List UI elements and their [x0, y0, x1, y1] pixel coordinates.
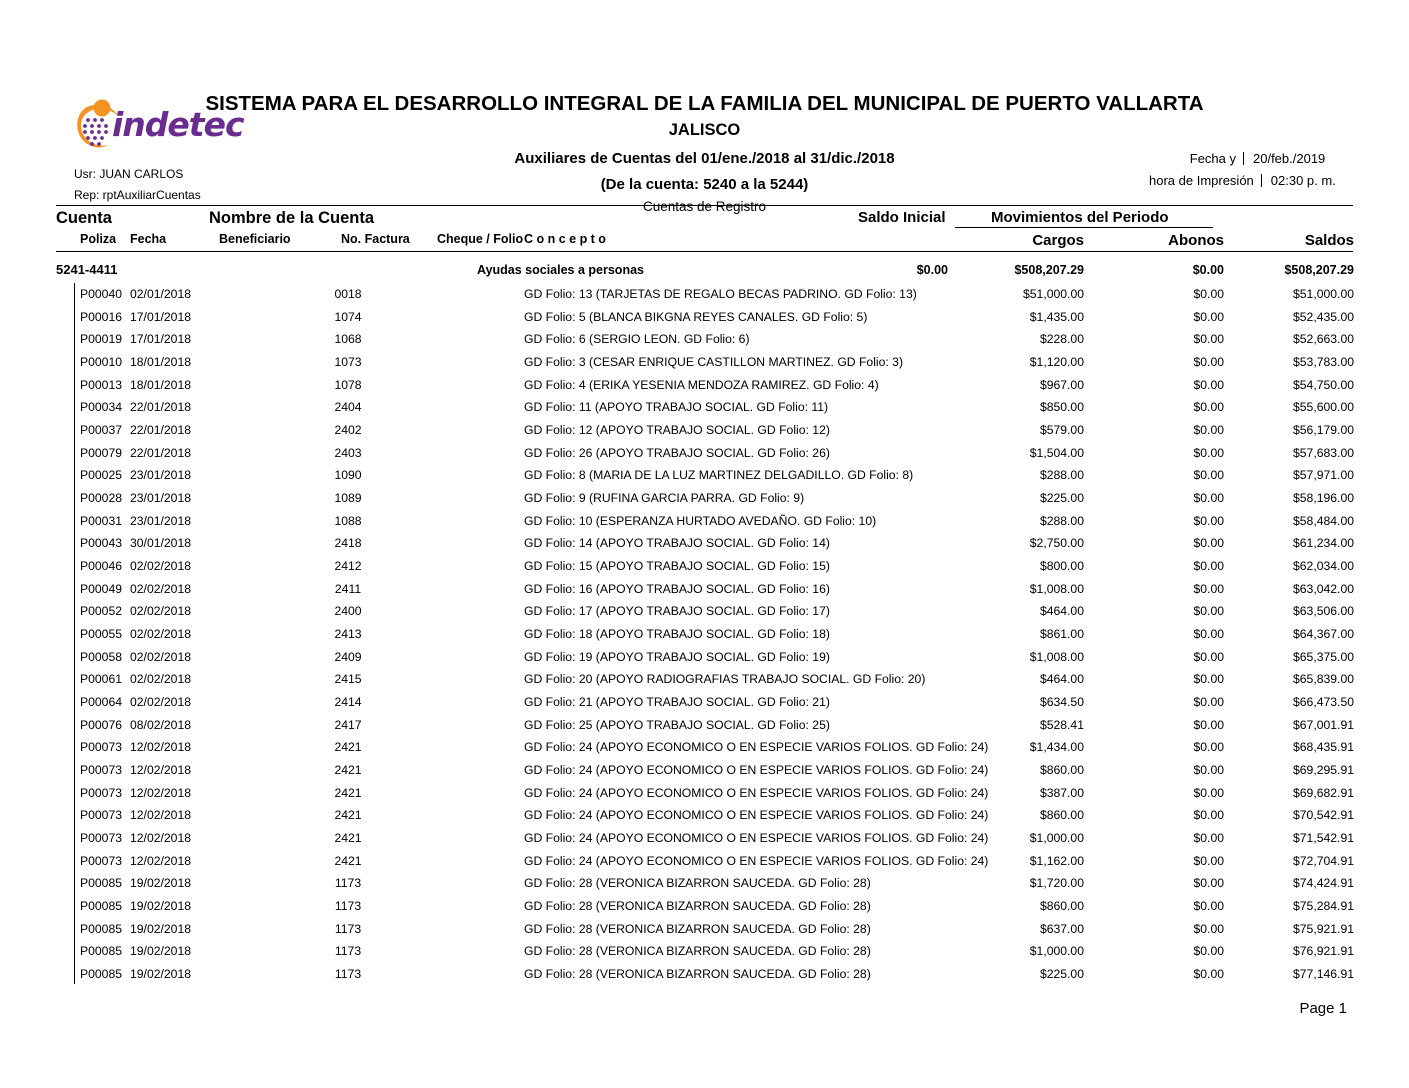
row-cell-concepto: GD Folio: 13 (TARJETAS DE REGALO BECAS PADRINO. GD Folio: 13) [524, 287, 917, 301]
table-row [0, 623, 1409, 646]
column-header-nombre-cuenta: Nombre de la Cuenta [209, 209, 375, 227]
table-row [0, 532, 1409, 555]
row-cell-poliza: P00085 [80, 921, 123, 936]
row-cell-cargos: $1,162.00 [1029, 853, 1084, 868]
row-cell-fecha: 12/02/2018 [130, 763, 191, 778]
row-cell-fecha: 19/02/2018 [130, 899, 191, 914]
table-row [0, 691, 1409, 714]
row-cell-concepto: GD Folio: 21 (APOYO TRABAJO SOCIAL. GD Folio: 21) [524, 695, 830, 710]
row-cell-no-factura: 1090 [334, 468, 362, 483]
row-cell-cargos: $1,000.00 [1029, 944, 1084, 959]
row-cell-poliza: P00073 [80, 763, 123, 778]
table-top-rule [56, 205, 1353, 206]
row-cell-concepto: GD Folio: 24 (APOYO ECONOMICO O EN ESPECIE VARIOS FOLIOS. GD Folio: 24) [524, 740, 989, 755]
column-header-saldos: Saldos [1304, 232, 1354, 249]
row-cell-saldos: $52,435.00 [1293, 309, 1354, 324]
row-cell-fecha: 02/02/2018 [130, 604, 191, 619]
row-cell-saldos: $63,042.00 [1293, 581, 1354, 596]
row-cell-no-factura: 2421 [334, 785, 362, 800]
column-header-movimientos: Movimientos del Periodo [991, 209, 1169, 226]
row-cell-concepto: GD Folio: 24 (APOYO ECONOMICO O EN ESPECIE VARIOS FOLIOS. GD Folio: 24) [524, 808, 989, 823]
row-cell-abonos: $0.00 [1193, 423, 1224, 438]
row-cell-saldos: $55,600.00 [1293, 400, 1354, 415]
row-cell-poliza: P00079 [80, 445, 123, 460]
row-cell-cargos: $860.00 [1039, 763, 1084, 778]
row-cell-concepto: GD Folio: 8 (MARIA DE LA LUZ MARTINEZ DELGADILLO. GD Folio: 8) [524, 468, 914, 483]
row-cell-no-factura: 2411 [334, 581, 362, 596]
row-cell-fecha: 22/01/2018 [130, 423, 191, 438]
row-cell-saldos: $72,704.91 [1293, 853, 1354, 868]
table-row [0, 918, 1409, 941]
report-category: Cuentas de Registro [642, 198, 767, 214]
row-cell-no-factura: 1173 [334, 944, 362, 959]
row-cell-poliza: P00061 [80, 672, 123, 687]
row-cell-abonos: $0.00 [1193, 627, 1224, 642]
row-cell-saldos: $75,921.91 [1293, 921, 1354, 936]
row-cell-poliza: P00052 [80, 604, 123, 619]
report-header [0, 0, 1409, 214]
row-cell-concepto: GD Folio: 25 (APOYO TRABAJO SOCIAL. GD Folio: 25) [524, 717, 830, 732]
row-cell-poliza: P00073 [80, 785, 123, 800]
row-cell-poliza: P00085 [80, 944, 123, 959]
row-cell-fecha: 02/01/2018 [130, 287, 191, 301]
row-cell-concepto: GD Folio: 16 (APOYO TRABAJO SOCIAL. GD Folio: 16) [524, 581, 830, 596]
row-cell-no-factura: 2417 [334, 717, 362, 732]
row-cell-concepto: GD Folio: 24 (APOYO ECONOMICO O EN ESPECIE VARIOS FOLIOS. GD Folio: 24) [524, 763, 989, 778]
row-cell-poliza: P00043 [80, 536, 123, 551]
row-cell-concepto: GD Folio: 17 (APOYO TRABAJO SOCIAL. GD Folio: 17) [524, 604, 830, 619]
row-cell-no-factura: 1088 [334, 513, 362, 528]
row-cell-no-factura: 2421 [334, 831, 362, 846]
row-cell-no-factura: 1073 [334, 355, 362, 370]
row-cell-cargos: $1,008.00 [1029, 649, 1084, 664]
table-row [0, 895, 1409, 918]
row-cell-poliza: P00064 [80, 695, 123, 710]
row-cell-concepto: GD Folio: 24 (APOYO ECONOMICO O EN ESPECIE VARIOS FOLIOS. GD Folio: 24) [524, 785, 989, 800]
row-cell-cargos: $800.00 [1039, 559, 1084, 574]
indetec-logo [72, 96, 252, 154]
row-cell-fecha: 17/01/2018 [130, 309, 191, 324]
row-cell-cargos: $1,435.00 [1029, 309, 1084, 324]
row-cell-poliza: P00028 [80, 491, 123, 506]
row-cell-saldos: $58,484.00 [1293, 513, 1354, 528]
row-cell-no-factura: 2421 [334, 763, 362, 778]
row-cell-fecha: 23/01/2018 [130, 491, 191, 506]
row-cell-concepto: GD Folio: 19 (APOYO TRABAJO SOCIAL. GD Folio: 19) [524, 649, 830, 664]
row-cell-saldos: $75,284.91 [1293, 899, 1354, 914]
row-cell-poliza: P00040 [80, 287, 123, 301]
row-cell-cargos: $225.00 [1039, 967, 1084, 982]
row-cell-no-factura: 1173 [334, 967, 362, 982]
account-abonos: $0.00 [1192, 263, 1224, 277]
row-cell-fecha: 17/01/2018 [130, 332, 191, 347]
table-row [0, 782, 1409, 805]
account-range: (De la cuenta: 5240 a la 5244) [600, 176, 809, 194]
table-row [0, 940, 1409, 963]
row-cell-poliza: P00073 [80, 831, 123, 846]
row-cell-no-factura: 1074 [334, 309, 362, 324]
table-row [0, 736, 1409, 759]
row-cell-saldos: $54,750.00 [1293, 377, 1354, 392]
row-cell-no-factura: 2400 [334, 604, 362, 619]
column-header-saldo-inicial: Saldo Inicial [858, 209, 946, 226]
row-cell-saldos: $77,146.91 [1293, 967, 1354, 982]
table-row [0, 328, 1409, 351]
table-row [0, 827, 1409, 850]
page-number: Page 1 [1299, 1000, 1347, 1017]
row-cell-cargos: $860.00 [1039, 808, 1084, 823]
row-cell-poliza: P00058 [80, 649, 123, 664]
row-cell-no-factura: 2414 [334, 695, 362, 710]
row-cell-no-factura: 2421 [334, 853, 362, 868]
row-cell-abonos: $0.00 [1193, 695, 1224, 710]
row-cell-cargos: $387.00 [1039, 785, 1084, 800]
row-cell-fecha: 12/02/2018 [130, 853, 191, 868]
row-cell-cargos: $861.00 [1039, 627, 1084, 642]
row-cell-concepto: GD Folio: 28 (VERONICA BIZARRON SAUCEDA. GD Folio: 28) [524, 944, 871, 959]
print-time-value: 02:30 p. m. [1261, 174, 1349, 187]
print-time-row [1149, 174, 1349, 196]
row-cell-abonos: $0.00 [1193, 491, 1224, 506]
row-cell-saldos: $64,367.00 [1293, 627, 1354, 642]
row-cell-saldos: $70,542.91 [1293, 808, 1354, 823]
row-cell-saldos: $57,971.00 [1293, 468, 1354, 483]
row-cell-poliza: P00049 [80, 581, 123, 596]
table-row [0, 578, 1409, 601]
row-cell-saldos: $51,000.00 [1293, 287, 1354, 301]
row-cell-abonos: $0.00 [1193, 717, 1224, 732]
row-cell-poliza: P00037 [80, 423, 123, 438]
row-cell-concepto: GD Folio: 28 (VERONICA BIZARRON SAUCEDA. GD Folio: 28) [524, 876, 871, 891]
row-cell-no-factura: 2409 [334, 649, 362, 664]
row-cell-no-factura: 2413 [334, 627, 362, 642]
row-cell-cargos: $2,750.00 [1029, 536, 1084, 551]
row-cell-concepto: GD Folio: 28 (VERONICA BIZARRON SAUCEDA. GD Folio: 28) [524, 921, 871, 936]
row-cell-concepto: GD Folio: 14 (APOYO TRABAJO SOCIAL. GD Folio: 14) [524, 536, 830, 551]
page-footer [0, 1000, 1409, 1017]
print-date-row [1149, 152, 1349, 174]
row-cell-abonos: $0.00 [1193, 581, 1224, 596]
row-cell-abonos: $0.00 [1193, 468, 1224, 483]
row-cell-concepto: GD Folio: 24 (APOYO ECONOMICO O EN ESPECIE VARIOS FOLIOS. GD Folio: 24) [524, 853, 989, 868]
row-cell-abonos: $0.00 [1193, 513, 1224, 528]
print-date-value: 20/feb./2019 [1243, 152, 1349, 165]
row-cell-abonos: $0.00 [1193, 377, 1224, 392]
row-cell-no-factura: 2415 [334, 672, 362, 687]
row-cell-abonos: $0.00 [1193, 831, 1224, 846]
row-cell-concepto: GD Folio: 9 (RUFINA GARCIA PARRA. GD Folio: 9) [524, 491, 805, 506]
row-cell-fecha: 22/01/2018 [130, 400, 191, 415]
row-cell-concepto: GD Folio: 10 (ESPERANZA HURTADO AVEDAÑO. GD Folio: 10) [524, 513, 877, 528]
row-cell-saldos: $66,473.50 [1293, 695, 1354, 710]
row-cell-poliza: P00013 [80, 377, 123, 392]
row-cell-cargos: $1,000.00 [1029, 831, 1084, 846]
row-cell-cargos: $288.00 [1039, 468, 1084, 483]
row-cell-concepto: GD Folio: 24 (APOYO ECONOMICO O EN ESPECIE VARIOS FOLIOS. GD Folio: 24) [524, 831, 989, 846]
row-cell-abonos: $0.00 [1193, 536, 1224, 551]
row-cell-fecha: 19/02/2018 [130, 967, 191, 982]
table-row [0, 487, 1409, 510]
row-cell-poliza: P00034 [80, 400, 123, 415]
row-cell-fecha: 12/02/2018 [130, 740, 191, 755]
row-cell-poliza: P00085 [80, 967, 123, 982]
transaction-rows [0, 282, 1409, 986]
table-row [0, 374, 1409, 397]
row-cell-saldos: $69,682.91 [1293, 785, 1354, 800]
row-cell-abonos: $0.00 [1193, 400, 1224, 415]
row-cell-no-factura: 1089 [334, 491, 362, 506]
table-row [0, 600, 1409, 623]
row-cell-cargos: $288.00 [1039, 513, 1084, 528]
row-cell-saldos: $57,683.00 [1293, 445, 1354, 460]
row-cell-fecha: 12/02/2018 [130, 808, 191, 823]
row-cell-saldos: $74,424.91 [1293, 876, 1354, 891]
row-cell-saldos: $62,034.00 [1293, 559, 1354, 574]
row-cell-abonos: $0.00 [1193, 763, 1224, 778]
row-cell-saldos: $61,234.00 [1293, 536, 1354, 551]
table-row [0, 351, 1409, 374]
row-cell-saldos: $56,179.00 [1293, 423, 1354, 438]
row-cell-no-factura: 2404 [334, 400, 362, 415]
column-header-poliza: Poliza [80, 232, 117, 246]
row-cell-abonos: $0.00 [1193, 604, 1224, 619]
row-cell-no-factura: 1078 [334, 377, 362, 392]
row-cell-abonos: $0.00 [1193, 332, 1224, 347]
row-cell-cargos: $860.00 [1039, 899, 1084, 914]
row-cell-poliza: P00055 [80, 627, 123, 642]
row-cell-abonos: $0.00 [1193, 944, 1224, 959]
row-cell-concepto: GD Folio: 11 (APOYO TRABAJO SOCIAL. GD Folio: 11) [524, 400, 829, 415]
table-row [0, 555, 1409, 578]
table-body [0, 259, 1409, 986]
table-row [0, 442, 1409, 465]
row-cell-no-factura: 2412 [334, 559, 362, 574]
table-row [0, 396, 1409, 419]
row-cell-saldos: $71,542.91 [1293, 831, 1354, 846]
column-header-no-factura: No. Factura [341, 232, 410, 246]
row-cell-abonos: $0.00 [1193, 287, 1224, 301]
row-cell-fecha: 19/02/2018 [130, 921, 191, 936]
row-cell-fecha: 30/01/2018 [130, 536, 191, 551]
row-cell-no-factura: 0018 [334, 287, 362, 301]
row-cell-saldos: $69,295.91 [1293, 763, 1354, 778]
row-cell-fecha: 12/02/2018 [130, 831, 191, 846]
column-header-cargos: Cargos [1032, 232, 1084, 249]
row-cell-cargos: $225.00 [1039, 491, 1084, 506]
row-cell-no-factura: 1173 [334, 876, 362, 891]
row-cell-cargos: $1,008.00 [1029, 581, 1084, 596]
row-cell-fecha: 18/01/2018 [130, 355, 191, 370]
table-row [0, 306, 1409, 329]
page-title: SISTEMA PARA EL DESARROLLO INTEGRAL DE LA FAMILIA DEL MUNICIPAL DE PUERTO VALLARTA [205, 92, 1204, 115]
print-date-label: Fecha y [1189, 151, 1236, 166]
row-cell-fecha: 02/02/2018 [130, 672, 191, 687]
row-cell-poliza: P00046 [80, 559, 123, 574]
row-cell-concepto: GD Folio: 20 (APOYO RADIOGRAFIAS TRABAJO SOCIAL. GD Folio: 20) [524, 672, 926, 687]
row-cell-no-factura: 1173 [334, 899, 362, 914]
report-id-label: Rep: rptAuxiliarCuentas [74, 188, 201, 202]
row-cell-no-factura: 1173 [334, 921, 362, 936]
row-cell-concepto: GD Folio: 26 (APOYO TRABAJO SOCIAL. GD Folio: 26) [524, 445, 830, 460]
row-cell-cargos: $51,000.00 [1023, 287, 1084, 301]
row-cell-abonos: $0.00 [1193, 899, 1224, 914]
user-label: Usr: JUAN CARLOS [74, 167, 184, 181]
row-cell-poliza: P00085 [80, 876, 123, 891]
row-cell-fecha: 02/02/2018 [130, 559, 191, 574]
table-row [0, 646, 1409, 669]
row-cell-cargos: $1,120.00 [1029, 355, 1084, 370]
column-header-concepto: C o n c e p t o [524, 232, 606, 246]
row-cell-fecha: 22/01/2018 [130, 445, 191, 460]
row-cell-fecha: 12/02/2018 [130, 785, 191, 800]
column-header-abonos: Abonos [1168, 232, 1224, 249]
row-cell-fecha: 19/02/2018 [130, 876, 191, 891]
row-cell-abonos: $0.00 [1193, 808, 1224, 823]
row-cell-cargos: $850.00 [1039, 400, 1084, 415]
print-timestamp-block [1149, 152, 1349, 196]
row-cell-poliza: P00073 [80, 853, 123, 868]
row-cell-saldos: $58,196.00 [1293, 491, 1354, 506]
row-cell-cargos: $228.00 [1039, 332, 1084, 347]
row-cell-poliza: P00073 [80, 740, 123, 755]
table-row [0, 714, 1409, 737]
user-info-block [74, 164, 201, 206]
row-cell-cargos: $634.50 [1039, 695, 1084, 710]
row-cell-abonos: $0.00 [1193, 309, 1224, 324]
table-header-row-primary [0, 209, 1409, 233]
row-cell-saldos: $65,839.00 [1293, 672, 1354, 687]
row-cell-fecha: 19/02/2018 [130, 944, 191, 959]
table-row [0, 510, 1409, 533]
column-header-fecha: Fecha [130, 232, 167, 246]
row-cell-no-factura: 2418 [334, 536, 362, 551]
row-cell-concepto: GD Folio: 4 (ERIKA YESENIA MENDOZA RAMIREZ. GD Folio: 4) [524, 377, 879, 392]
row-cell-cargos: $464.00 [1039, 672, 1084, 687]
row-cell-fecha: 23/01/2018 [130, 468, 191, 483]
row-cell-saldos: $67,001.91 [1293, 717, 1354, 732]
row-cell-abonos: $0.00 [1193, 921, 1224, 936]
row-cell-fecha: 02/02/2018 [130, 649, 191, 664]
row-cell-abonos: $0.00 [1193, 876, 1224, 891]
row-cell-fecha: 23/01/2018 [130, 513, 191, 528]
row-cell-poliza: P00073 [80, 808, 123, 823]
print-time-label: hora de Impresión [1149, 173, 1254, 188]
row-cell-abonos: $0.00 [1193, 649, 1224, 664]
row-cell-abonos: $0.00 [1193, 967, 1224, 982]
row-cell-cargos: $967.00 [1039, 377, 1084, 392]
row-cell-cargos: $579.00 [1039, 423, 1084, 438]
row-cell-saldos: $76,921.91 [1293, 944, 1354, 959]
page-subtitle-state: JALISCO [668, 120, 741, 139]
row-cell-concepto: GD Folio: 5 (BLANCA BIKGNA REYES CANALES. GD Folio: 5) [524, 309, 868, 324]
row-cell-cargos: $1,434.00 [1029, 740, 1084, 755]
row-cell-abonos: $0.00 [1193, 785, 1224, 800]
row-cell-cargos: $1,720.00 [1029, 876, 1084, 891]
row-cell-saldos: $53,783.00 [1293, 355, 1354, 370]
row-cell-fecha: 18/01/2018 [130, 377, 191, 392]
row-cell-cargos: $637.00 [1039, 921, 1084, 936]
table-row [0, 759, 1409, 782]
row-cell-no-factura: 2421 [334, 740, 362, 755]
row-cell-abonos: $0.00 [1193, 740, 1224, 755]
account-saldos: $508,207.29 [1284, 263, 1354, 277]
table-row [0, 419, 1409, 442]
row-cell-cargos: $1,504.00 [1029, 445, 1084, 460]
row-cell-fecha: 02/02/2018 [130, 581, 191, 596]
row-cell-concepto: GD Folio: 3 (CESAR ENRIQUE CASTILLON MARTINEZ. GD Folio: 3) [524, 355, 904, 370]
report-period: Auxiliares de Cuentas del 01/ene./2018 al 31/dic./2018 [514, 149, 895, 167]
row-cell-abonos: $0.00 [1193, 355, 1224, 370]
column-header-cuenta: Cuenta [56, 209, 112, 227]
row-cell-concepto: GD Folio: 12 (APOYO TRABAJO SOCIAL. GD Folio: 12) [524, 423, 830, 438]
row-cell-no-factura: 2421 [334, 808, 362, 823]
table-row [0, 963, 1409, 986]
row-cell-abonos: $0.00 [1193, 445, 1224, 460]
indetec-wordmark: indetec [112, 105, 244, 144]
row-cell-abonos: $0.00 [1193, 672, 1224, 687]
row-cell-concepto: GD Folio: 18 (APOYO TRABAJO SOCIAL. GD Folio: 18) [524, 627, 830, 642]
row-cell-saldos: $65,375.00 [1293, 649, 1354, 664]
column-header-beneficiario: Beneficiario [219, 232, 291, 246]
row-cell-poliza: P00025 [80, 468, 123, 483]
table-row [0, 850, 1409, 873]
row-cell-concepto: GD Folio: 28 (VERONICA BIZARRON SAUCEDA. GD Folio: 28) [524, 967, 871, 982]
table-row [0, 283, 1409, 306]
row-cell-abonos: $0.00 [1193, 853, 1224, 868]
row-cell-poliza: P00019 [80, 332, 123, 347]
account-number: 5241-4411 [56, 262, 118, 277]
row-cell-saldos: $52,663.00 [1293, 332, 1354, 347]
row-cell-poliza: P00016 [80, 309, 123, 324]
account-summary-row [0, 259, 1409, 282]
row-cell-concepto: GD Folio: 15 (APOYO TRABAJO SOCIAL. GD Folio: 15) [524, 559, 830, 574]
row-cell-cargos: $464.00 [1039, 604, 1084, 619]
row-cell-poliza: P00085 [80, 899, 123, 914]
table-row [0, 668, 1409, 691]
row-cell-cargos: $528.41 [1039, 717, 1084, 732]
row-cell-concepto: GD Folio: 6 (SERGIO LEON. GD Folio: 6) [524, 332, 750, 347]
account-name: Ayudas sociales a personas [477, 263, 644, 277]
row-cell-fecha: 08/02/2018 [130, 717, 191, 732]
row-cell-poliza: P00076 [80, 717, 123, 732]
table-row [0, 464, 1409, 487]
row-cell-poliza: P00031 [80, 513, 123, 528]
row-cell-concepto: GD Folio: 28 (VERONICA BIZARRON SAUCEDA. GD Folio: 28) [524, 899, 871, 914]
table-row [0, 872, 1409, 895]
row-cell-poliza: P00010 [80, 355, 123, 370]
row-cell-no-factura: 1068 [334, 332, 362, 347]
row-cell-saldos: $63,506.00 [1293, 604, 1354, 619]
row-cell-saldos: $68,435.91 [1293, 740, 1354, 755]
row-cell-fecha: 02/02/2018 [130, 627, 191, 642]
table-row [0, 804, 1409, 827]
movimientos-underline [955, 227, 1213, 228]
row-cell-fecha: 02/02/2018 [130, 695, 191, 710]
row-cell-abonos: $0.00 [1193, 559, 1224, 574]
table-header-row-secondary [0, 232, 1409, 252]
column-header-cheque-folio: Cheque / Folio [437, 232, 524, 246]
account-saldo-inicial: $0.00 [916, 263, 948, 277]
row-cell-no-factura: 2403 [334, 445, 362, 460]
account-cargos: $508,207.29 [1014, 263, 1084, 277]
table-header-rule [56, 251, 1353, 252]
row-cell-no-factura: 2402 [334, 423, 362, 438]
